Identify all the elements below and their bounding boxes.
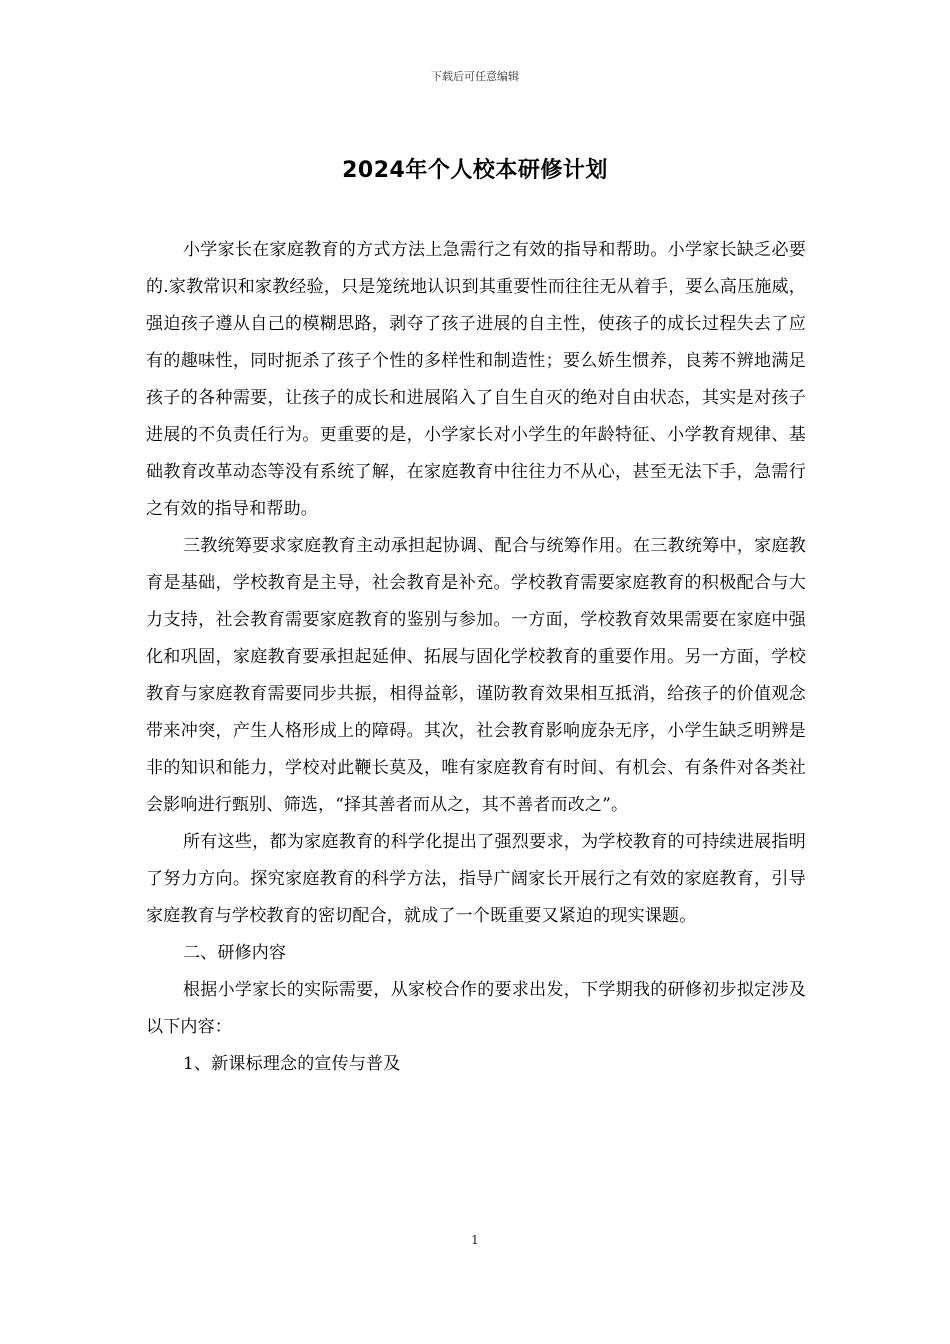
- header-note: 下载后可任意编辑: [431, 70, 519, 83]
- document-title: 2024年个人校本研修计划: [342, 158, 608, 183]
- list-item: 1、新课标理念的宣传与普及: [183, 1054, 401, 1074]
- page-number: 1: [471, 1233, 479, 1247]
- section-heading: 二、研修内容: [183, 943, 287, 963]
- paragraph: 所有这些，都为家庭教育的科学化提出了强烈要求，为学校教育的可持续进展指明了努力方向。探究家庭教育的科学方法，指导广阔家长开展行之有效的家庭教育，引导家庭教育与学校教育的密切配合，就成了一个既重要又紧迫的现实课题。: [146, 832, 806, 926]
- paragraph: 根据小学家长的实际需要，从家校合作的要求出发，下学期我的研修初步拟定涉及以下内容：: [146, 980, 806, 1037]
- paragraph: 小学家长在家庭教育的方式方法上急需行之有效的指导和帮助。小学家长缺乏必要的.家教常识和家教经验，只是笼统地认识到其重要性而往往无从着手，要么高压施威，强迫孩子遵从自己的模糊思路，剥夺了孩子进展的自主性，使孩子的成长过程失去了应有的趣味性，同时扼杀了孩子个性的多样性和制造性；要么娇生惯养，良莠不辨地满足孩子的各种需要，让孩子的成长和进展陷入了自生自灭的绝对自由状态，其实是对孩子进展的不负责任行为。更重要的是，小学家长对小学生的年龄特征、小学教育规律、基础教育改革动态等没有系统了解，在家庭教育中往往力不从心，甚至无法下手，急需行之有效的指导和帮助。: [146, 240, 806, 519]
- paragraph: 三教统筹要求家庭教育主动承担起协调、配合与统筹作用。在三教统筹中，家庭教育是基础，学校教育是主导，社会教育是补充。学校教育需要家庭教育的积极配合与大力支持，社会教育需要家庭教育的鉴别与参加。一方面，学校教育效果需要在家庭中强化和巩固，家庭教育要承担起延伸、拓展与固化学校教育的重要作用。另一方面，学校教育与家庭教育需要同步共振，相得益彰，谨防教育效果相互抵消，给孩子的价值观念带来冲突，产生人格形成上的障碍。其次，社会教育影响庞杂无序，小学生缺乏明辨是非的知识和能力，学校对此鞭长莫及，唯有家庭教育有时间、有机会、有条件对各类社会影响进行甄别、筛选，“择其善者而从之，其不善者而改之”。: [146, 536, 806, 815]
- document-body: [146, 232, 806, 1083]
